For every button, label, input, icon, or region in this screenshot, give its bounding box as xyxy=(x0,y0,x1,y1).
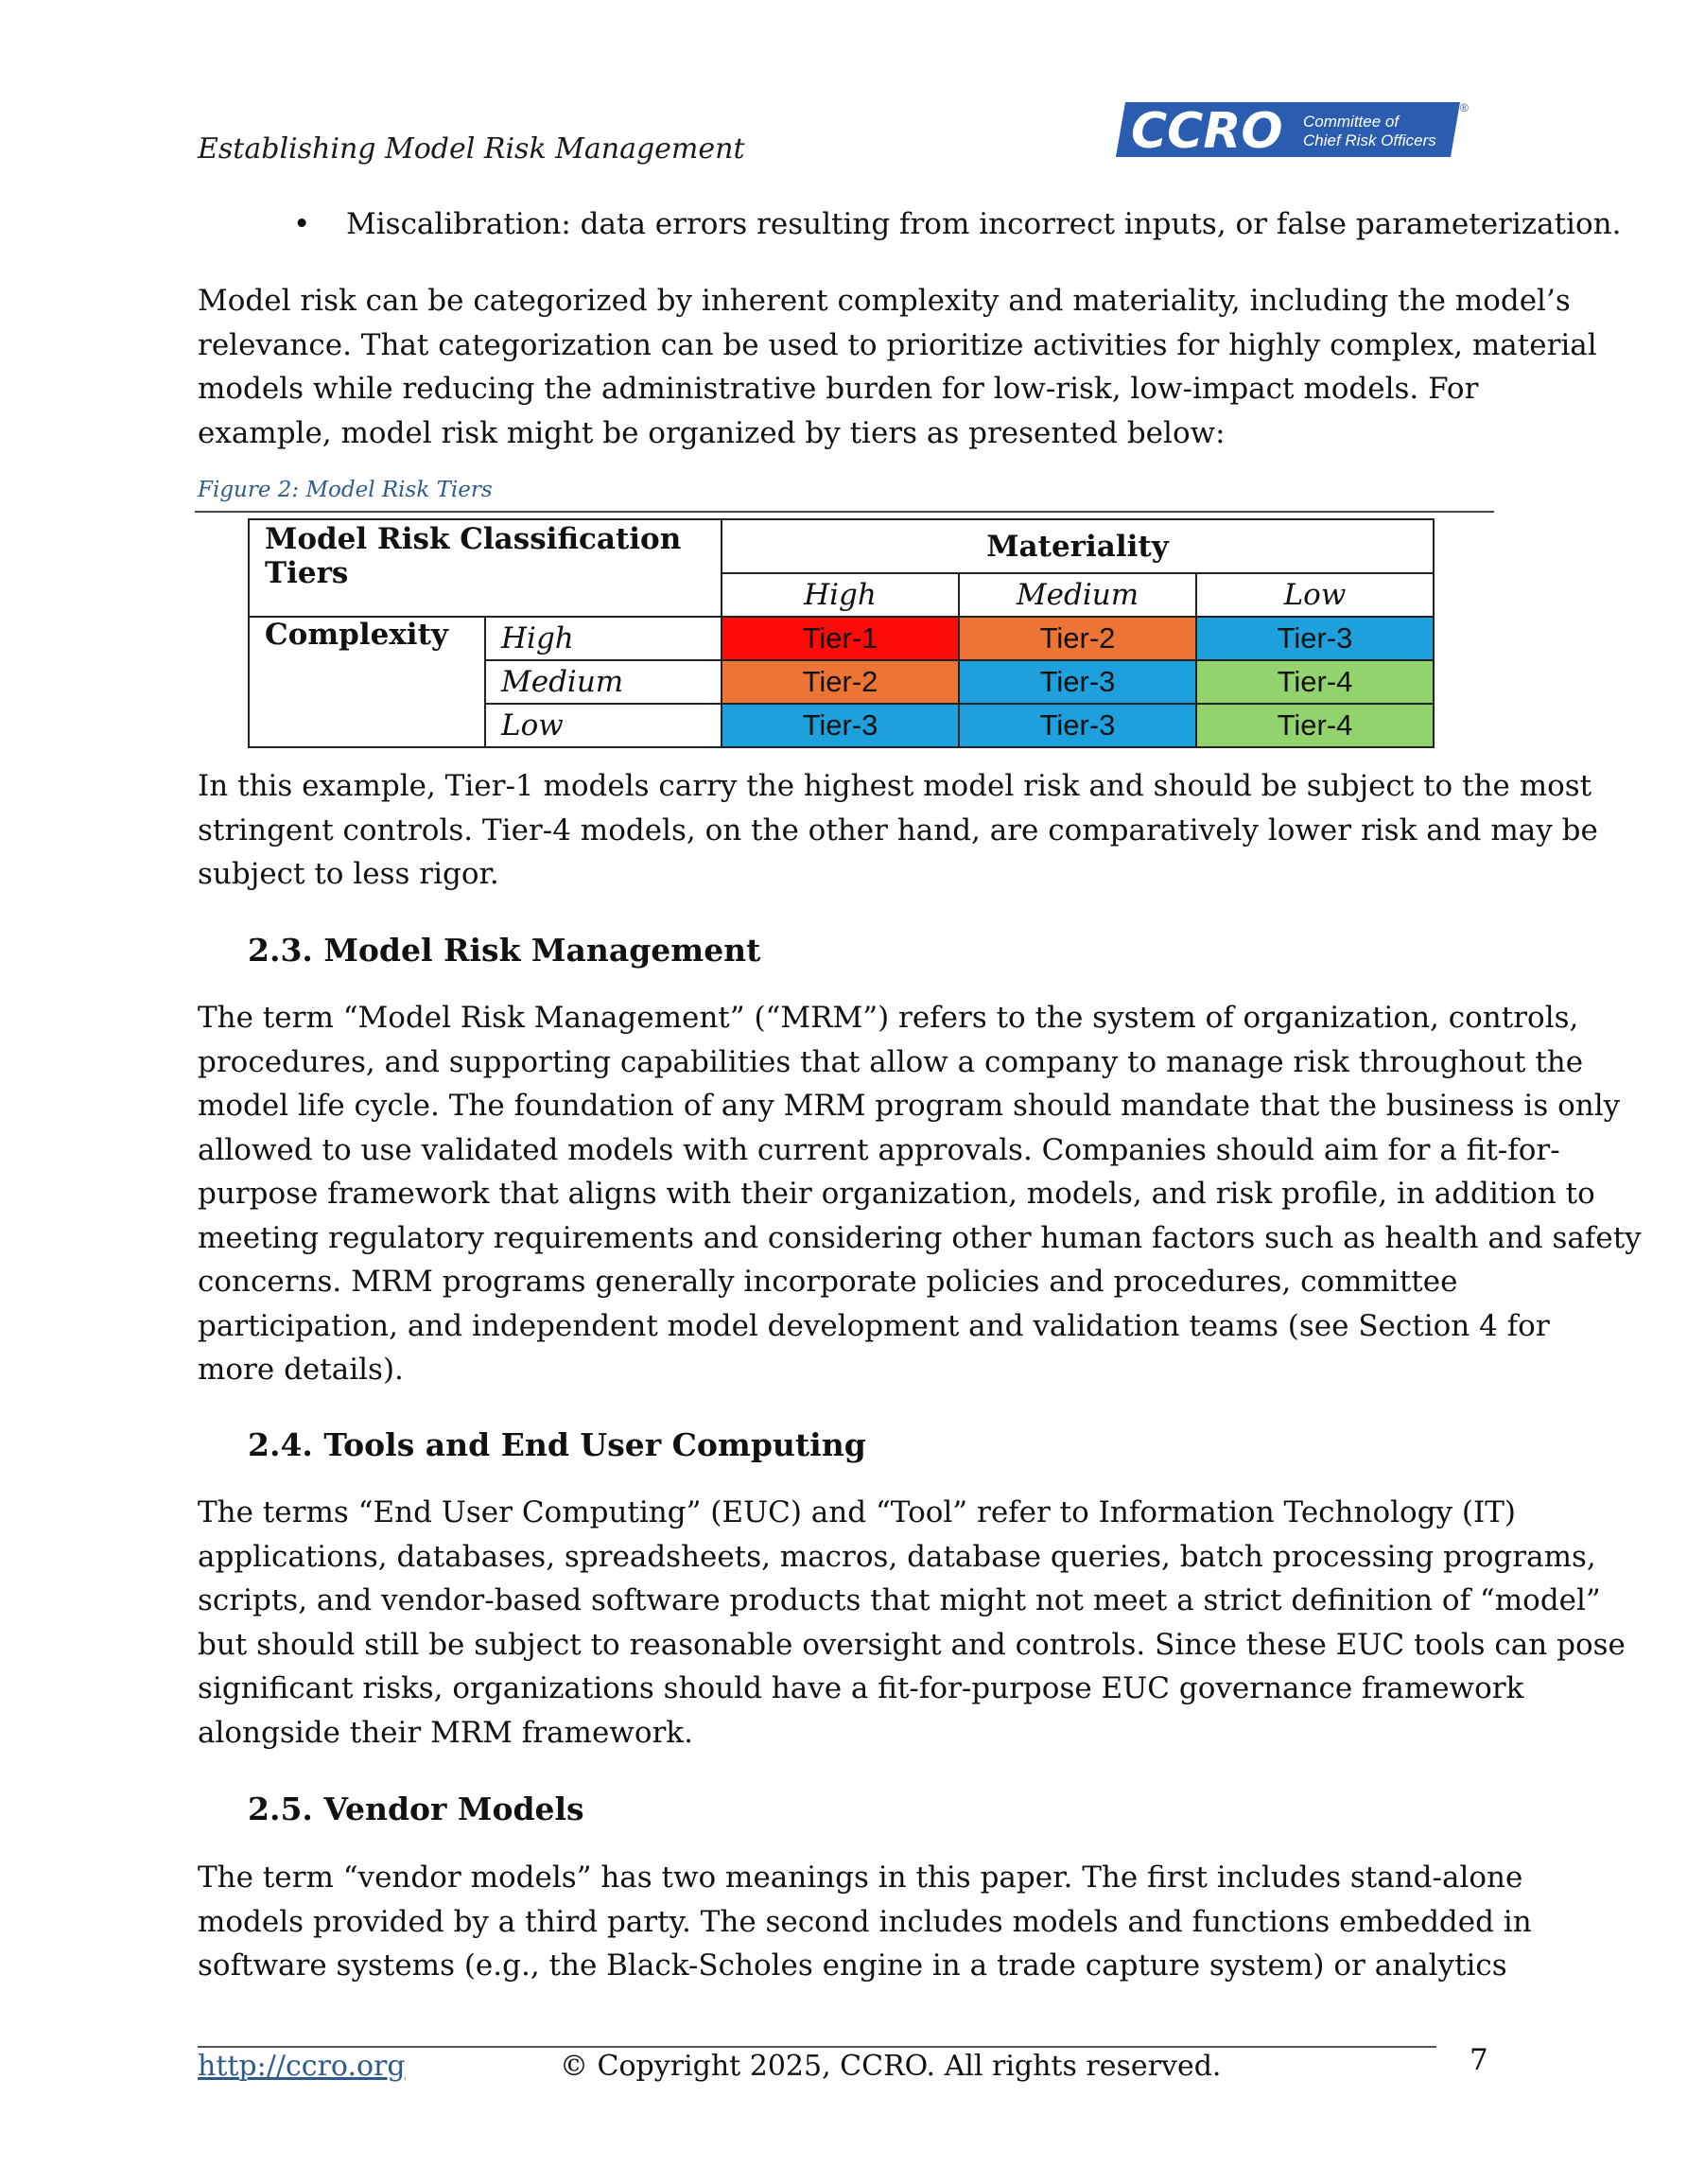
complexity-level-low: Low xyxy=(485,704,722,747)
logo-tagline-1: Committee of xyxy=(1303,113,1400,131)
complexity-level-medium: Medium xyxy=(485,660,722,704)
paragraph-line: models provided by a third party. The second includes models and functions embedded in xyxy=(198,1904,1532,1939)
ccro-logo xyxy=(1114,98,1473,159)
paragraph-line: stringent controls. Tier-4 models, on the other hand, are comparatively lower risk and may be xyxy=(198,812,1598,847)
complexity-header: Complexity xyxy=(249,617,485,747)
paragraph-line: meeting regulatory requirements and considering other human factors such as health and safety xyxy=(198,1220,1642,1255)
logo-tagline-2: Chief Risk Officers xyxy=(1303,131,1436,149)
paragraph-line: The term “vendor models” has two meanings in this paper. The first includes stand-alone xyxy=(198,1861,1523,1895)
paragraph-line: concerns. MRM programs generally incorporate policies and procedures, committee xyxy=(198,1265,1458,1299)
paragraph-line: more details). xyxy=(198,1353,404,1387)
section-2-5-paragraph xyxy=(198,1856,1532,1988)
tier-cell: Tier-3 xyxy=(722,704,959,747)
tier-cell: Tier-4 xyxy=(1196,704,1434,747)
paragraph-line: applications, databases, spreadsheets, macros, database queries, batch processing programs, xyxy=(198,1539,1596,1574)
materiality-level-medium: Medium xyxy=(959,573,1196,617)
tier-cell: Tier-4 xyxy=(1196,660,1434,704)
logo-registered-mark: ® xyxy=(1460,101,1469,114)
paragraph-line: allowed to use validated models with current approvals. Companies should aim for a fit-for- xyxy=(198,1132,1560,1167)
materiality-level-high: High xyxy=(722,573,959,617)
bullet-text: Miscalibration: data errors resulting from incorrect inputs, or false parameterization. xyxy=(346,207,1622,241)
paragraph-line: significant risks, organizations should have a fit-for-purpose EUC governance framework xyxy=(198,1671,1524,1705)
footer-divider xyxy=(198,2046,1436,2048)
paragraph-line: software systems (e.g., the Black-Scholes engine in a trade capture system) or analytics xyxy=(198,1948,1507,1983)
paragraph-line: The term “Model Risk Management” (“MRM”) refers to the system of organization, controls, xyxy=(198,1001,1579,1035)
section-heading-2-5: 2.5. Vendor Models xyxy=(248,1791,584,1827)
footer-copyright: © Copyright 2025, CCRO. All rights reserved. xyxy=(560,2050,1222,2083)
intro-paragraph xyxy=(198,279,1597,455)
section-2-3-paragraph xyxy=(198,996,1642,1392)
paragraph-line: The terms “End User Computing” (EUC) and “Tool” refer to Information Technology (IT) xyxy=(198,1495,1517,1529)
tier-cell: Tier-1 xyxy=(722,617,959,660)
tier-cell: Tier-2 xyxy=(722,660,959,704)
model-risk-tiers-table xyxy=(248,518,1435,748)
paragraph-line: model life cycle. The foundation of any MRM program should mandate that the business is only xyxy=(198,1089,1621,1123)
paragraph-line: models while reducing the administrative burden for low-risk, low-impact models. For xyxy=(198,372,1479,406)
figure-explanation-paragraph xyxy=(198,764,1598,897)
section-2-4-paragraph xyxy=(198,1491,1626,1755)
tier-cell: Tier-3 xyxy=(959,660,1196,704)
paragraph-line: In this example, Tier-1 models carry the highest model risk and should be subject to the most xyxy=(198,769,1592,803)
section-heading-2-4: 2.4. Tools and End User Computing xyxy=(248,1426,866,1463)
materiality-level-low: Low xyxy=(1196,573,1434,617)
paragraph-line: scripts, and vendor-based software products that might not meet a strict definition of “model” xyxy=(198,1583,1601,1617)
paragraph-line: Model risk can be categorized by inherent complexity and materiality, including the model’s xyxy=(198,284,1571,318)
complexity-level-high: High xyxy=(485,617,722,660)
paragraph-line: participation, and independent model development and validation teams (see Section 4 for xyxy=(198,1308,1550,1343)
materiality-header: Materiality xyxy=(722,519,1434,573)
paragraph-line: procedures, and supporting capabilities that allow a company to manage risk throughout the xyxy=(198,1044,1584,1079)
paragraph-line: relevance. That categorization can be used to prioritize activities for highly complex, material xyxy=(198,327,1597,362)
page-number: 7 xyxy=(1470,2043,1488,2077)
logo-wordmark: CCRO xyxy=(1131,103,1283,159)
bullet-icon: • xyxy=(293,207,311,241)
page-header-title: Establishing Model Risk Management xyxy=(198,132,745,166)
section-heading-2-3: 2.3. Model Risk Management xyxy=(248,932,761,969)
paragraph-line: purpose framework that aligns with their organization, models, and risk profile, in addition to xyxy=(198,1177,1595,1211)
paragraph-line: example, model risk might be organized by tiers as presented below: xyxy=(198,415,1226,450)
paragraph-line: alongside their MRM framework. xyxy=(198,1715,693,1750)
figure-caption: Figure 2: Model Risk Tiers xyxy=(198,478,493,502)
tier-cell: Tier-2 xyxy=(959,617,1196,660)
paragraph-line: subject to less rigor. xyxy=(198,857,499,891)
tier-cell: Tier-3 xyxy=(959,704,1196,747)
tier-cell: Tier-3 xyxy=(1196,617,1434,660)
figure-divider xyxy=(195,511,1494,513)
footer-website-link[interactable]: http://ccro.org xyxy=(198,2050,406,2083)
table-corner-header: Model Risk Classification Tiers xyxy=(249,519,722,617)
paragraph-line: but should still be subject to reasonable oversight and controls. Since these EUC tools can pose xyxy=(198,1627,1626,1662)
